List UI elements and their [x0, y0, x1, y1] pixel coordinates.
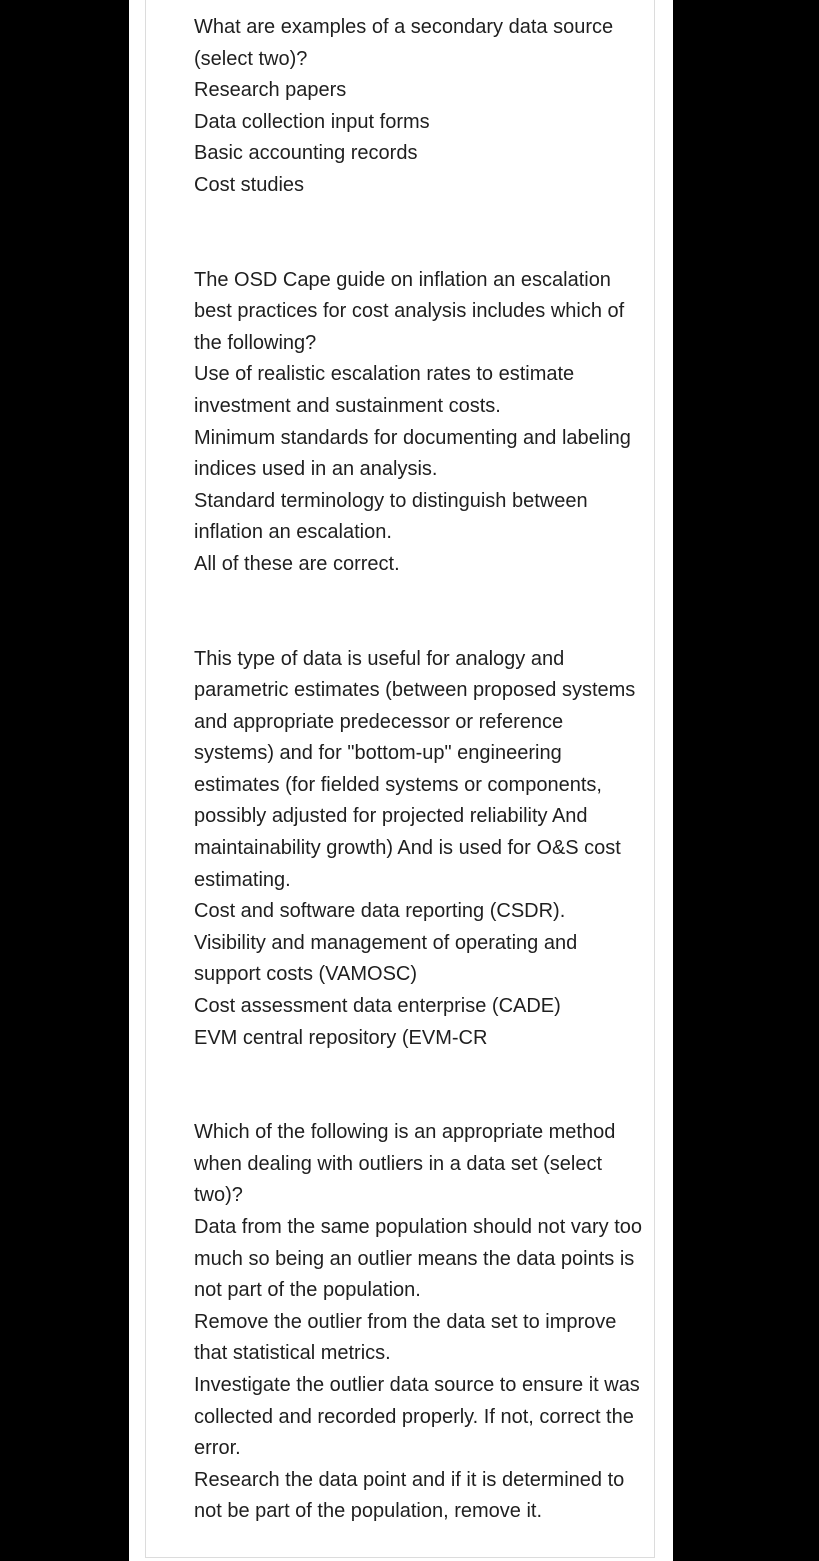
answer-option: Cost studies: [194, 173, 305, 196]
answer-option: Research papers: [194, 79, 347, 102]
answer-option: Data collection input forms: [194, 110, 430, 133]
answer-option: All of these are correct.: [194, 552, 400, 575]
answer-option: Cost and software data reporting (CSDR).: [194, 900, 566, 923]
answer-option: Minimum standards for documenting and labeling indices used in an analysis.: [194, 426, 631, 481]
answer-option: Remove the outlier from the data set to improve that statistical metrics.: [194, 1310, 617, 1365]
answer-option: Basic accounting records: [194, 142, 418, 165]
question-block-1: [194, 12, 646, 202]
page: [129, 0, 673, 1561]
content-card: [145, 0, 655, 1558]
answer-option: Visibility and management of operating and support costs (VAMOSC): [194, 931, 578, 986]
question-text: Which of the following is an appropriate method when dealing with outliers in a data set (select two)?: [194, 1121, 616, 1207]
answer-option: Investigate the outlier data source to ensure it was collected and recorded properly. If not, correct the error.: [194, 1373, 640, 1460]
answer-option: EVM central repository (EVM-CR: [194, 1026, 488, 1049]
question-block-4: [194, 1117, 646, 1528]
question-text: The OSD Cape guide on inflation an escalation best practices for cost analysis includes which of the following?: [194, 268, 625, 354]
answer-option: Cost assessment data enterprise (CADE): [194, 995, 561, 1018]
answer-option: Research the data point and if it is determined to not be part of the population, remove it.: [194, 1468, 625, 1523]
answer-option: Data from the same population should not vary too much so being an outlier means the data points is not part of the population.: [194, 1216, 643, 1302]
question-block-2: [194, 265, 646, 581]
question-text: What are examples of a secondary data source (select two)?: [194, 16, 614, 70]
question-text: This type of data is useful for analogy and parametric estimates (between proposed systems and appropriate predecessor or reference systems) and for "bottom-up" engineering estimates (for fielded systems or components, possibly adjusted for projected reliability And maintainability growth) And is used for O&S cost estimating.: [194, 647, 636, 891]
answer-option: Use of realistic escalation rates to estimate investment and sustainment costs.: [194, 363, 575, 417]
question-block-3: [194, 644, 646, 1055]
question-list: [194, 12, 646, 1528]
answer-option: Standard terminology to distinguish between inflation an escalation.: [194, 489, 588, 544]
